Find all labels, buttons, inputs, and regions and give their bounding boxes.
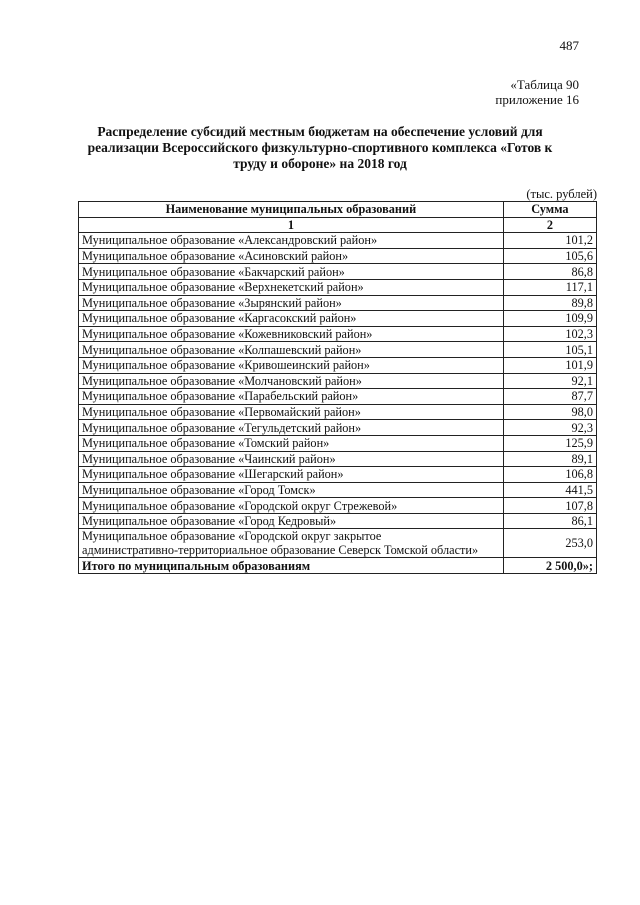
- row-name: Муниципальное образование «Город Томск»: [79, 482, 504, 498]
- row-sum: 92,3: [503, 420, 596, 436]
- row-name: Муниципальное образование «Городской округ Стрежевой»: [79, 498, 504, 514]
- table-row: [79, 264, 597, 280]
- table-header-row: [79, 202, 597, 218]
- column-number-2: 2: [503, 217, 596, 233]
- title-line-3: труду и обороне» на 2018 год: [233, 156, 407, 171]
- row-sum: 86,1: [503, 513, 596, 529]
- table-row: [79, 373, 597, 389]
- row-sum: 125,9: [503, 435, 596, 451]
- table-row: [79, 233, 597, 249]
- row-sum: 253,0: [503, 529, 596, 558]
- subsidy-table: [78, 201, 597, 574]
- row-sum: 101,9: [503, 357, 596, 373]
- row-name: [79, 529, 504, 558]
- row-name-line-2: административно-территориальное образование Северск Томской области»: [82, 543, 479, 558]
- table-row: [79, 279, 597, 295]
- row-sum: 106,8: [503, 467, 596, 483]
- row-name: Муниципальное образование «Кривошеинский район»: [79, 357, 504, 373]
- table-row: [79, 498, 597, 514]
- row-name: Муниципальное образование «Томский район»: [79, 435, 504, 451]
- row-name: Муниципальное образование «Александровский район»: [79, 233, 504, 249]
- row-sum: 102,3: [503, 326, 596, 342]
- row-sum: 105,6: [503, 248, 596, 264]
- document-title: [80, 124, 560, 172]
- row-name: Муниципальное образование «Бакчарский район»: [79, 264, 504, 280]
- row-name: Муниципальное образование «Парабельский район»: [79, 389, 504, 405]
- row-sum: 89,8: [503, 295, 596, 311]
- row-name: Муниципальное образование «Зырянский район»: [79, 295, 504, 311]
- table-reference-line-2: приложение 16: [495, 92, 579, 107]
- row-sum: 107,8: [503, 498, 596, 514]
- row-name: Муниципальное образование «Тегульдетский район»: [79, 420, 504, 436]
- table-body: [79, 233, 597, 574]
- row-sum: 105,1: [503, 342, 596, 358]
- title-line-1: Распределение субсидий местным бюджетам на обеспечение условий для: [97, 124, 543, 139]
- row-sum: 441,5: [503, 482, 596, 498]
- units-note: (тыс. рублей): [526, 187, 597, 201]
- table-row: [79, 467, 597, 483]
- row-sum: 117,1: [503, 279, 596, 295]
- table-row: [79, 529, 597, 558]
- table-row: [79, 389, 597, 405]
- row-name: Муниципальное образование «Каргасокский район»: [79, 311, 504, 327]
- row-name: Муниципальное образование «Колпашевский район»: [79, 342, 504, 358]
- table-reference: [495, 77, 579, 107]
- row-sum: 98,0: [503, 404, 596, 420]
- table-row: [79, 357, 597, 373]
- row-name: Муниципальное образование «Чаинский район»: [79, 451, 504, 467]
- table-row: [79, 342, 597, 358]
- table-row: [79, 404, 597, 420]
- table-row: [79, 311, 597, 327]
- table-reference-line-1: «Таблица 90: [510, 77, 579, 92]
- row-sum: 86,8: [503, 264, 596, 280]
- table-row: [79, 420, 597, 436]
- row-sum: 92,1: [503, 373, 596, 389]
- title-line-2: реализации Всероссийского физкультурно-спортивного комплекса «Готов к: [87, 140, 553, 155]
- row-name: Муниципальное образование «Молчановский район»: [79, 373, 504, 389]
- total-label: Итого по муниципальным образованиям: [79, 558, 504, 574]
- row-sum: 87,7: [503, 389, 596, 405]
- table-row: [79, 513, 597, 529]
- column-number-1: 1: [79, 217, 504, 233]
- table-row: [79, 248, 597, 264]
- header-name: Наименование муниципальных образований: [79, 202, 504, 218]
- row-name: Муниципальное образование «Верхнекетский район»: [79, 279, 504, 295]
- row-sum: 101,2: [503, 233, 596, 249]
- total-sum: 2 500,0»;: [503, 558, 596, 574]
- table-row: [79, 326, 597, 342]
- table-row: [79, 451, 597, 467]
- total-row: [79, 558, 597, 574]
- table-row: [79, 435, 597, 451]
- row-name: Муниципальное образование «Кожевниковский район»: [79, 326, 504, 342]
- row-name: Муниципальное образование «Асиновский район»: [79, 248, 504, 264]
- row-name: Муниципальное образование «Город Кедровый»: [79, 513, 504, 529]
- row-name: Муниципальное образование «Первомайский район»: [79, 404, 504, 420]
- page-number: 487: [559, 38, 579, 53]
- column-number-row: [79, 217, 597, 233]
- table-row: [79, 295, 597, 311]
- header-sum: Сумма: [503, 202, 596, 218]
- row-sum: 89,1: [503, 451, 596, 467]
- table-row: [79, 482, 597, 498]
- row-sum: 109,9: [503, 311, 596, 327]
- row-name-line-1: Муниципальное образование «Городской округ закрытое: [82, 529, 382, 544]
- row-name: Муниципальное образование «Шегарский район»: [79, 467, 504, 483]
